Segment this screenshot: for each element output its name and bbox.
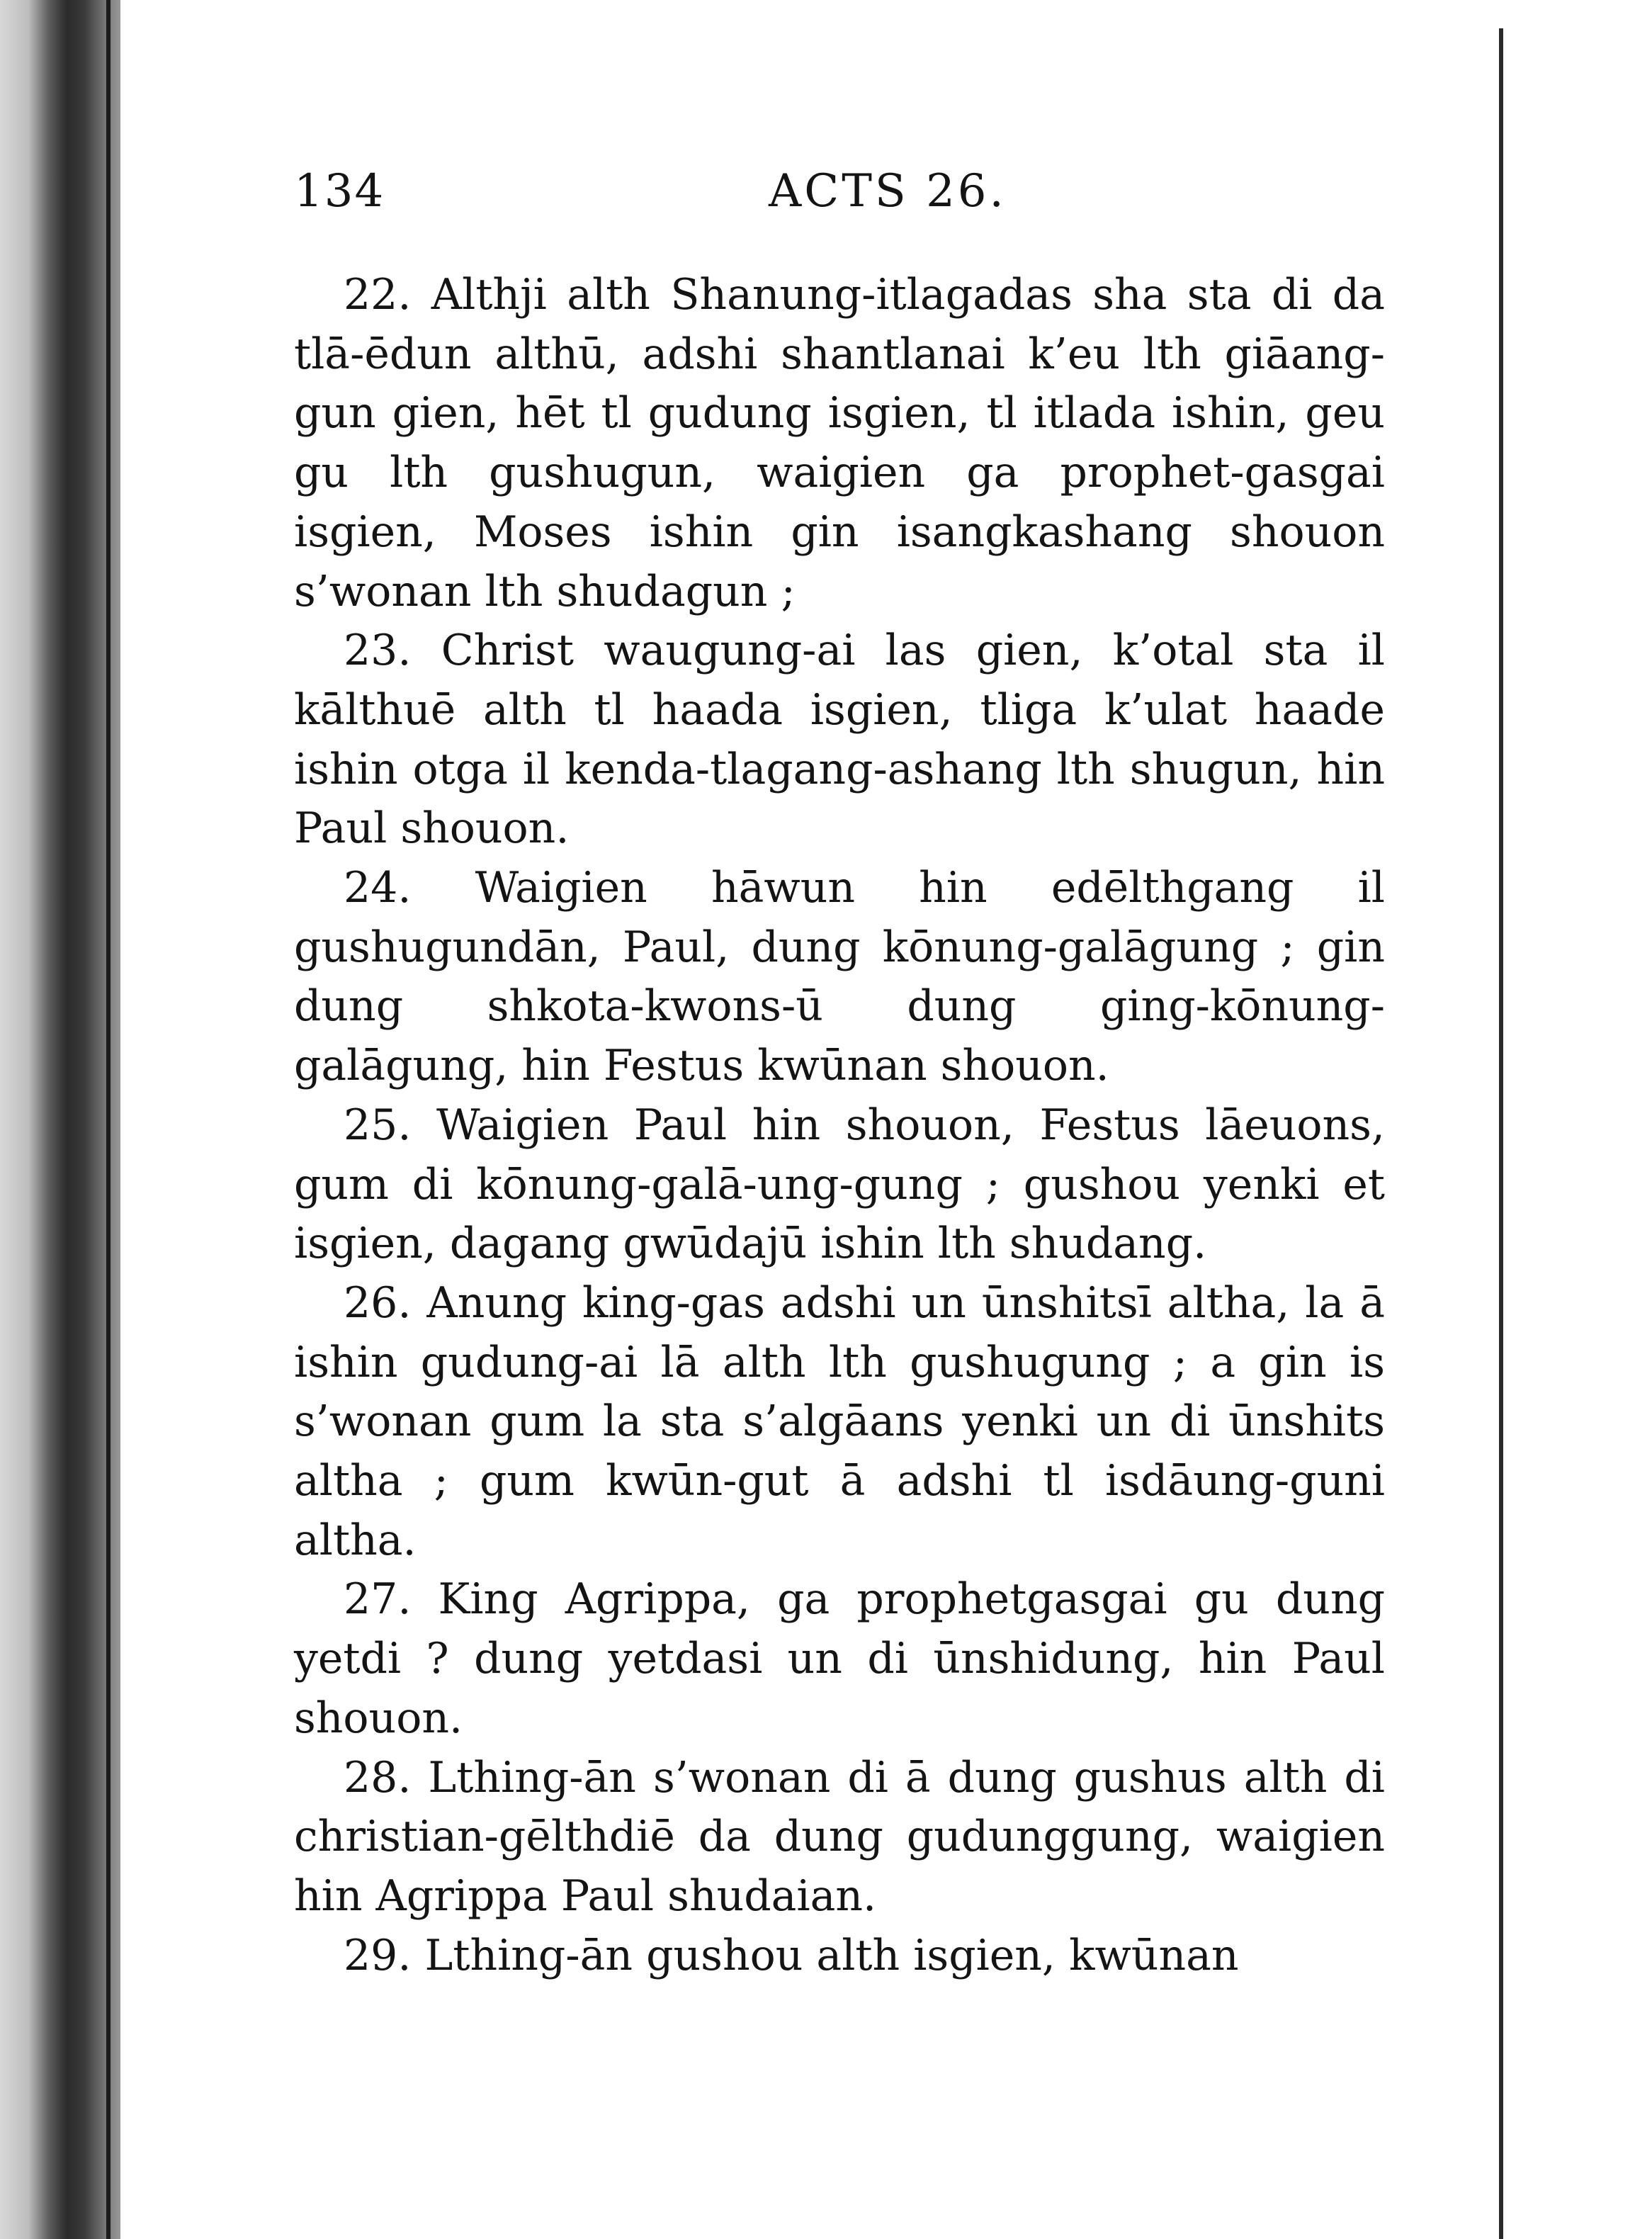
verse-number: 28. [344,1752,412,1803]
running-head [294,163,1385,220]
verse-number: 26. [344,1278,412,1328]
adjacent-page [1503,0,1652,2239]
verse-text: Waigien hāwun hin edēlthgang il gushugundān, Paul, dung kōnung-galāgung ; gin dung shkota-kwons-ū dung ging-kōnung-galāgung, hin Festus kwūnan shouon. [294,863,1385,1091]
verse-26 [294,1274,1385,1571]
verse-27 [294,1570,1385,1748]
verse-25 [294,1096,1385,1274]
verse-number: 25. [344,1100,412,1150]
verse-24 [294,859,1385,1096]
verse-number: 22. [344,270,412,320]
chapter-text [294,266,1385,1985]
verse-text: Christ waugung-ai las gien, k’otal sta il kālthuē alth tl haada isgien, tliga k’ulat haade ishin otga il kenda-tlagang-ashang lth shugun, hin Paul shouon. [294,626,1385,854]
verse-number: 24. [344,863,412,913]
verse-28 [294,1749,1385,1927]
verse-22 [294,266,1385,621]
book-spine [0,0,120,2239]
verse-text: Lthing-ān s’wonan di ā dung gushus alth di christian-gēlthdiē da dung gudunggung, waigien hin Agrippa Paul shudaian. [294,1752,1385,1921]
book-page [213,0,1502,2239]
verse-text: Waigien Paul hin shouon, Festus lāeuons, gum di kōnung-galā-ung-gung ; gushou yenki et isgien, dagang gwūdajū ishin lth shudang. [294,1100,1386,1269]
verse-number: 27. [344,1574,412,1625]
running-title: ACTS 26. [769,165,1007,218]
verse-23 [294,621,1385,859]
page-number: 134 [294,165,385,218]
spine-edge-line [106,0,111,2239]
verse-number: 23. [344,626,412,676]
verse-text: Anung king-gas adshi un ūnshitsī altha, la ā ishin gudung-ai lā alth lth gushugung ; a gin is s’wonan gum la sta s’algāans yenki un di ūnshits altha ; gum kwūn-gut ā adshi tl isdāung-guni altha. [294,1278,1385,1565]
verse-text: King Agrippa, ga prophetgasgai gu dung yetdi ? dung yetdasi un di ūnshidung, hin Paul shouon. [294,1574,1386,1743]
verse-text: Lthing-ān gushou alth isgien, kwūnan [424,1930,1239,1980]
verse-number: 29. [344,1930,412,1980]
verse-29 [294,1927,1385,1986]
verse-text: Althji alth Shanung-itlagadas sha sta di da tlā-ēdun althū, adshi shantlanai k’eu lth giāang-gun gien, hēt tl gudung isgien, tl itlada ishin, geu gu lth gushugun, waigien ga prophet-gasgai isgien, Moses ishin gin isangkashang shouon s’wonan lth shudagun ; [294,270,1385,616]
